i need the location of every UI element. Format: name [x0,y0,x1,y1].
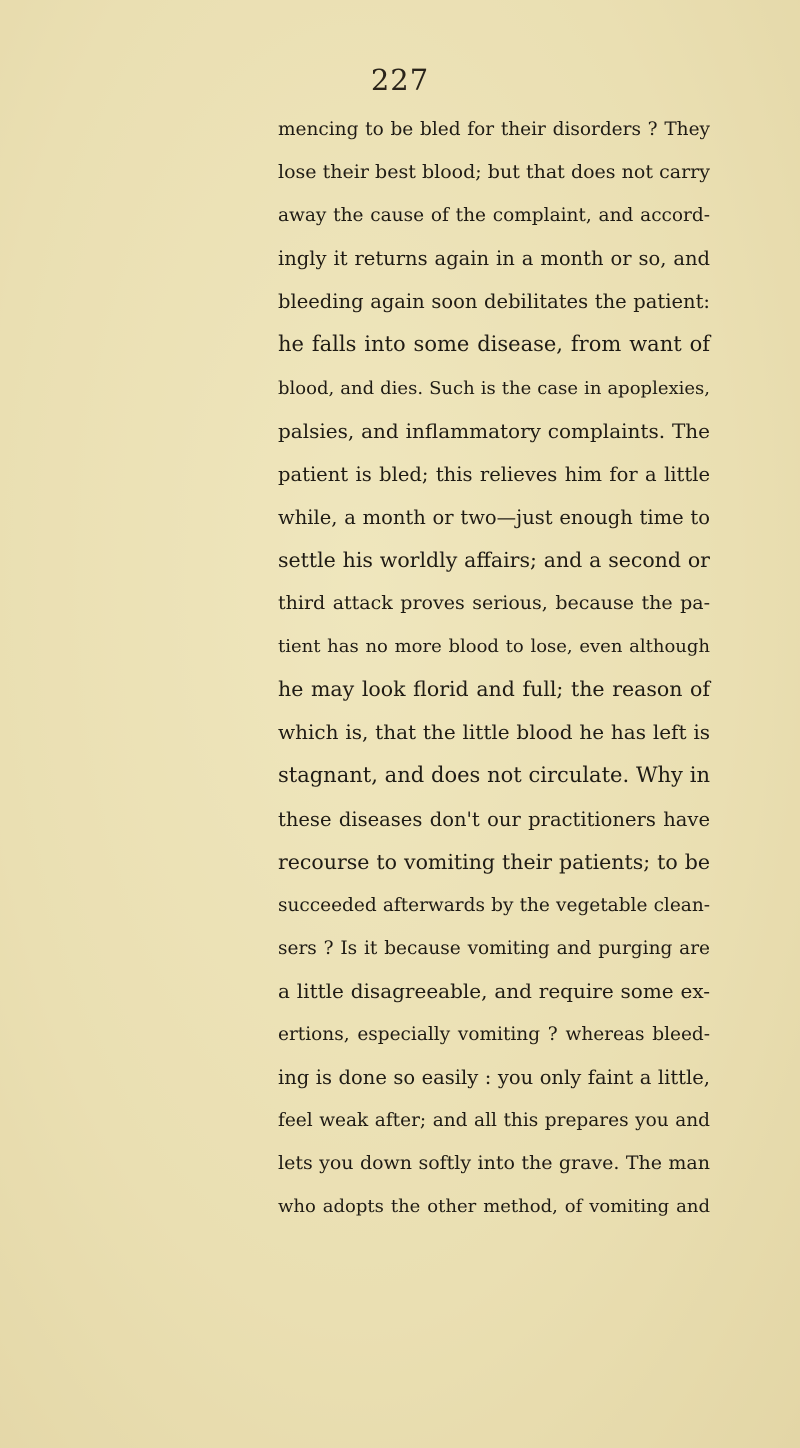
text-line: settle his worldly affairs; and a second or [278,547,710,572]
text-line: he may look florid and full; the reason of [278,677,710,702]
text-line: lose their best blood; but that does not carry [278,161,710,184]
text-line: feel weak after; and all this prepares you and [278,1110,710,1132]
page-number: 227 [370,63,430,97]
text-line: ertions, especially vomiting ? whereas bleed- [278,1023,710,1045]
text-line: succeeded afterwards by the vegetable clean- [278,894,710,916]
text-line: a little disagreeable, and require some ex- [278,978,710,1003]
text-line: away the cause of the complaint, and accord- [278,205,710,227]
text-line: he falls into some disease, from want of [278,332,710,357]
text-line: who adopts the other method, of vomiting and [278,1196,710,1218]
text-line: sers ? Is it because vomiting and purging are [278,937,710,959]
text-line: stagnant, and does not circulate. Why in [278,763,710,788]
body-text [278,108,710,1228]
text-line: lets you down softly into the grave. The man [278,1152,710,1175]
text-line: patient is bled; this relieves him for a little [278,462,710,486]
text-line: recourse to vomiting their patients; to be [278,849,710,874]
text-line: palsies, and inflammatory complaints. The [278,418,710,443]
text-line: third attack proves serious, because the pa- [278,592,710,615]
text-line: tient has no more blood to lose, even although [278,636,710,658]
text-line: mencing to be bled for their disorders ? They [278,119,710,140]
text-line: ing is done so easily : you only faint a little, [278,1066,710,1090]
text-line: which is, that the little blood he has left is [278,720,710,745]
text-line: ingly it returns again in a month or so, and [278,247,710,271]
text-line: while, a month or two—just enough time to [278,505,710,529]
text-line: these diseases don't our practitioners have [278,807,710,831]
text-line: bleeding again soon debilitates the patient: [278,290,710,314]
text-line: blood, and dies. Such is the case in apoplexies, [278,377,710,399]
